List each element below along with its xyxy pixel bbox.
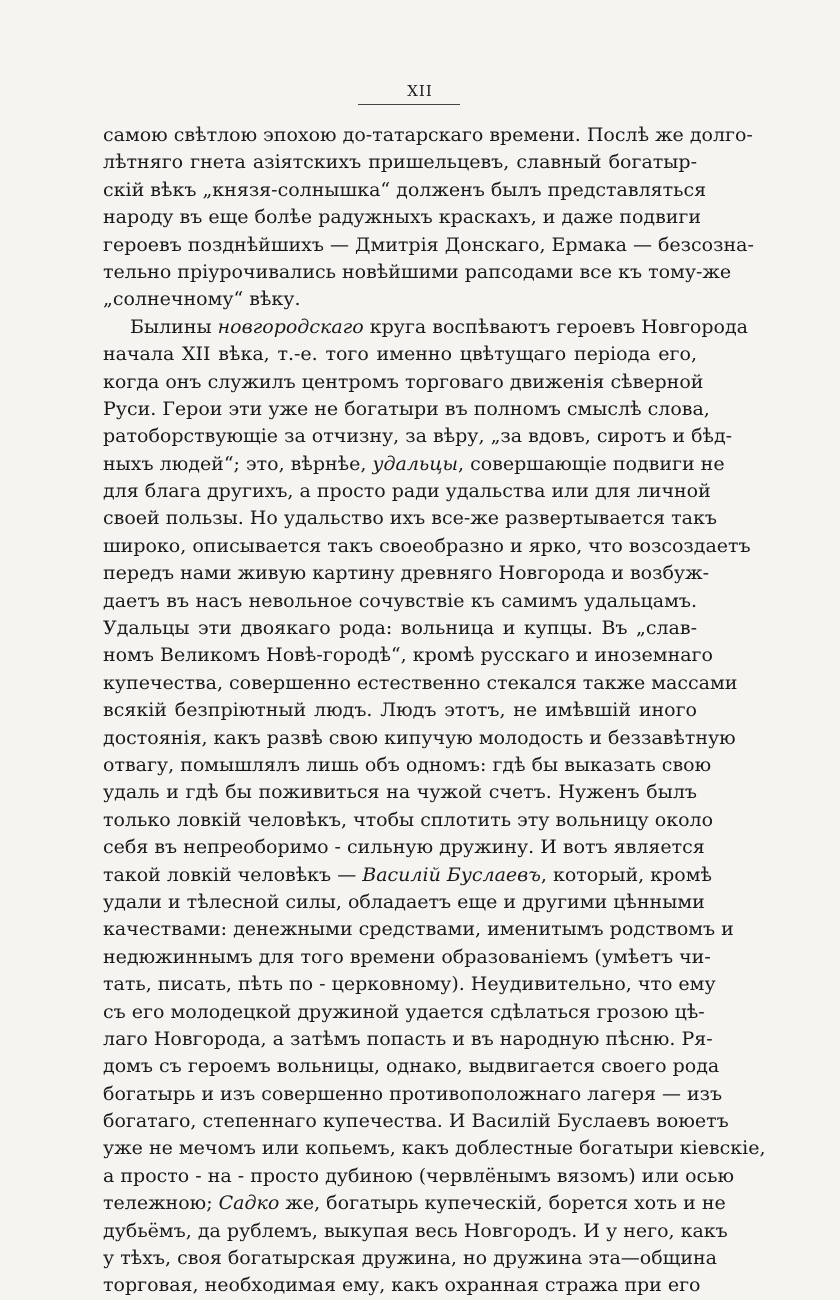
text-segment: Былины: [130, 315, 218, 338]
text-segment: богатаго, степеннаго купечества. И Василій Буслаевъ воюетъ: [103, 1110, 729, 1133]
text-line: [103, 1081, 723, 1108]
italic-term: Василій Буслаевъ: [362, 863, 541, 886]
text-line: [103, 670, 738, 697]
text-segment: тельно пріурочивались новѣйшими рапсодами все къ тому-же: [103, 260, 732, 283]
text-segment: лѣтняго гнета азіятскихъ пришельцевъ, славный богатыр-: [103, 151, 697, 174]
text-line: [103, 889, 705, 916]
text-segment: удали и тѣлесной силы, обладаетъ еще и другими цѣнными: [103, 890, 705, 913]
text-segment: Удальцы эти двоякаго рода: вольница и купцы. Въ „слав-: [103, 617, 697, 640]
text-segment: ныхъ людей“; это, вѣрнѣе,: [103, 452, 373, 475]
text-segment: уже не мечомъ или копьемъ, какъ доблестные богатыри кіевскіе,: [103, 1137, 766, 1160]
italic-term: новгородскаго: [217, 315, 364, 338]
text-line: [103, 259, 732, 286]
text-segment: качествами: денежными средствами, именитымъ родствомъ и: [103, 918, 734, 941]
text-segment: своей пользы. Но удальство ихъ все-же развертывается такъ: [103, 507, 717, 530]
text-segment: начала XII вѣка, т.-е. того именно цвѣтущаго періода его,: [103, 343, 697, 366]
text-line: [103, 341, 697, 368]
text-segment: народу въ еще болѣе радужныхъ краскахъ, и даже подвиги: [103, 206, 702, 229]
text-segment: дубьёмъ, да рублемъ, выкупая весь Новгородъ. И у него, какъ: [103, 1219, 728, 1242]
text-segment: Руси. Герои эти уже не богатыри въ полномъ смыслѣ слова,: [103, 397, 710, 420]
text-line: [103, 752, 712, 779]
text-line: [103, 204, 702, 231]
text-line: [103, 1053, 720, 1080]
text-line: [103, 1135, 766, 1162]
text-line: [103, 286, 697, 313]
text-line: [103, 697, 697, 724]
text-line: [103, 944, 711, 971]
text-segment: ратоборствующіе за отчизну, за вѣру, „за вдовъ, сиротъ и бѣд-: [103, 425, 733, 448]
text-segment: а просто - на - просто дубиною (червлёнымъ вязомъ) или осью: [103, 1164, 735, 1187]
text-segment: такой ловкій человѣкъ —: [103, 863, 363, 886]
text-line: [103, 807, 714, 834]
text-line: [103, 149, 697, 176]
page-number: XII: [407, 82, 433, 100]
text-segment: передъ нами живую картину древняго Новгорода и возбуж-: [103, 562, 710, 585]
text-line: [103, 916, 734, 943]
text-line: [103, 588, 697, 615]
text-segment: лаго Новгорода, а затѣмъ попасть и въ народную пѣсню. Ря-: [103, 1027, 713, 1050]
text-segment: всякій безпріютный людъ. Людъ этотъ, не имѣвшій иного: [103, 699, 697, 722]
text-line: [103, 862, 712, 889]
text-segment: только ловкій человѣкъ, чтобы сплотить эту вольницу около: [103, 808, 714, 831]
text-segment: съ его молодецкой дружиной удается сдѣлаться грозою цѣ-: [103, 1000, 705, 1023]
text-line: [103, 177, 707, 204]
text-line: [103, 1245, 717, 1272]
text-segment: торговая, необходимая ему, какъ охранная стража при его: [103, 1274, 701, 1297]
text-segment: даетъ въ насъ невольное сочувствіе къ самимъ удальцамъ.: [103, 589, 697, 612]
text-segment: широко, описывается такъ своеобразно и ярко, что возсоздаетъ: [103, 534, 751, 557]
text-line: [103, 1218, 728, 1245]
text-line: [103, 1272, 701, 1299]
text-line: [103, 560, 710, 587]
text-line: [103, 1190, 726, 1217]
text-line: [103, 369, 704, 396]
text-line: [103, 1026, 713, 1053]
page-number-rule: [358, 104, 460, 105]
text-segment: достоянія, какъ развѣ свою кипучую молодость и беззавѣтную: [103, 726, 736, 749]
text-line: [103, 615, 697, 642]
text-line: [103, 971, 716, 998]
text-segment: , совершающіе подвиги не: [458, 452, 725, 475]
text-line: [103, 834, 705, 861]
text-segment: героевъ позднѣйшихъ — Дмитрія Донскаго, Ермака — безсозна-: [103, 233, 754, 256]
text-segment: же, богатырь купеческій, борется хоть и не: [279, 1192, 726, 1215]
text-line: [103, 478, 711, 505]
text-line: [103, 533, 751, 560]
text-segment: самою свѣтлою эпохою до-татарскаго времени. Послѣ же долго-: [103, 124, 753, 146]
text-segment: недюжиннымъ для того времени образованіемъ (умѣетъ чи-: [103, 945, 711, 968]
text-segment: номъ Великомъ Новѣ-городѣ“, кромѣ русскаго и иноземнаго: [103, 644, 713, 667]
italic-term: Садко: [218, 1192, 280, 1215]
text-line: [103, 314, 748, 341]
text-segment: „солнечному“ вѣку.: [103, 288, 301, 311]
text-segment: , который, кромѣ: [540, 863, 712, 886]
text-segment: домъ съ героемъ вольницы, однако, выдвигается своего рода: [103, 1055, 720, 1078]
text-line: [103, 232, 754, 259]
text-line: [103, 122, 753, 149]
text-line: [103, 642, 713, 669]
body-text: [103, 122, 766, 1300]
text-segment: скій вѣкъ „князя-солнышка“ долженъ былъ представляться: [103, 178, 707, 201]
text-segment: удаль и гдѣ бы поживиться на чужой счетъ. Нуженъ былъ: [103, 781, 697, 804]
text-line: [103, 999, 705, 1026]
text-line: [103, 1163, 735, 1190]
text-segment: богатырь и изъ совершенно противоположнаго лагеря — изъ: [103, 1082, 723, 1105]
text-segment: тележною;: [103, 1192, 219, 1215]
text-segment: для блага другихъ, а просто ради удальства или для личной: [103, 480, 711, 503]
text-segment: у тѣхъ, своя богатырская дружина, но дружина эта—община: [103, 1247, 717, 1270]
text-line: [103, 1108, 729, 1135]
text-line: [103, 779, 697, 806]
text-segment: отвагу, помышлялъ лишь объ одномъ: гдѣ бы выказать свою: [103, 753, 712, 776]
text-segment: купечества, совершенно естественно стекался также массами: [103, 671, 738, 694]
italic-term: удальцы: [372, 452, 459, 475]
text-segment: себя въ непреоборимо - сильную дружину. И вотъ является: [103, 836, 705, 859]
text-line: [103, 725, 736, 752]
text-line: [103, 505, 717, 532]
text-line: [103, 396, 710, 423]
text-segment: когда онъ служилъ центромъ торговаго движенія сѣверной: [103, 370, 704, 393]
text-line: [103, 451, 725, 478]
text-segment: тать, писать, пѣть по - церковному). Неудивительно, что ему: [103, 973, 716, 996]
text-segment: круга воспѣваютъ героевъ Новгорода: [363, 315, 748, 338]
text-line: [103, 423, 733, 450]
